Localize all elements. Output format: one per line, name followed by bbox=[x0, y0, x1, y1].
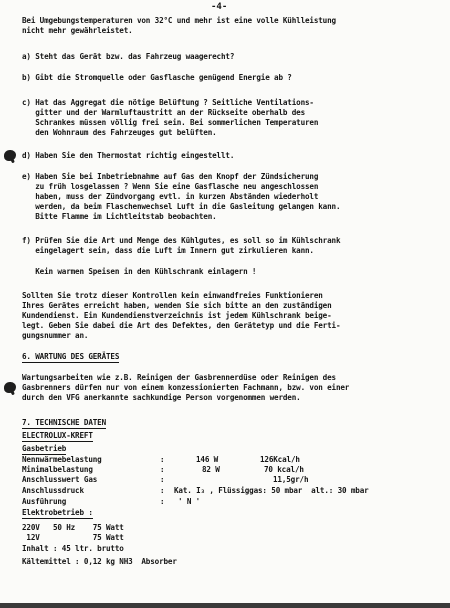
spec-colon: : bbox=[160, 475, 165, 484]
maintenance-line-1: Wartungsarbeiten wie z.B. Reinigen der Gasbrennerdüse oder Reinigen des bbox=[22, 373, 336, 382]
service-line-5: gungsnummer an. bbox=[22, 331, 89, 340]
service-line-4: legt. Geben Sie dabei die Art des Defektes, den Gerätetyp und die Ferti- bbox=[22, 321, 341, 330]
electric-row-12v: 12V 75 Watt bbox=[22, 533, 124, 542]
refrigerant: Kältemittel : 0,12 kg NH3 Absorber bbox=[22, 557, 177, 566]
ink-blot-mark bbox=[4, 150, 16, 161]
service-line-3: Kundendienst. Ein Kundendienstverzeichnis ist jedem Kühlschrank beige- bbox=[22, 311, 332, 320]
check-a: a) Steht das Gerät bzw. das Fahrzeug waagerecht? bbox=[22, 52, 235, 61]
check-c-line-2: gitter und der Warmluftaustritt an der Rückseite oberhalb des bbox=[22, 108, 305, 117]
maintenance-line-2: Gasbrenners dürfen nur von einem konzessionierten Fachmann, bzw. von einer bbox=[22, 383, 350, 392]
spec-value: ' N ' bbox=[178, 497, 201, 506]
check-d: d) Haben Sie den Thermostat richtig eingestellt. bbox=[22, 151, 235, 160]
check-f-line-2: eingelagert sein, dass die Luft im Innern gut zirkulieren kann. bbox=[22, 246, 314, 255]
check-e-line-3: haben, muss der Zündvorgang evtl. in kurzen Abständen wiederholt bbox=[22, 192, 319, 201]
spec-label: Anschlusswert Gas bbox=[22, 475, 98, 484]
spec-value: 82 W bbox=[202, 465, 220, 474]
section-6-heading: 6. WARTUNG DES GERÄTES bbox=[22, 352, 120, 361]
check-b: b) Gibt die Stromquelle oder Gasflasche genügend Energie ab ? bbox=[22, 73, 292, 82]
check-f-line-1: f) Prüfen Sie die Art und Menge des Kühlgutes, es soll so im Kühlschrank bbox=[22, 236, 341, 245]
spec-value: 146 W bbox=[196, 455, 219, 464]
section-7-heading: 7. TECHNISCHE DATEN bbox=[22, 418, 107, 427]
ink-blot-mark bbox=[4, 382, 16, 393]
spec-colon: : bbox=[160, 455, 165, 464]
spec-label: Nennwärmebelastung bbox=[22, 455, 102, 464]
spec-extra: 126Kcal/h bbox=[260, 455, 300, 464]
scan-bottom-edge bbox=[0, 603, 450, 608]
check-e-line-2: zu früh losgelassen ? Wenn Sie eine Gasflasche neu angeschlossen bbox=[22, 182, 319, 191]
service-line-2: Ihres Gerätes erreicht haben, wenden Sie sich bitte an den zuständigen bbox=[22, 301, 332, 310]
spec-label: Ausführung bbox=[22, 497, 67, 506]
spec-colon: : bbox=[160, 486, 165, 495]
spec-value: Kat. I₃ , Flüssiggas: 50 mbar alt.: 30 mbar bbox=[174, 486, 369, 495]
service-line-1: Sollten Sie trotz dieser Kontrollen kein einwandfreies Funktionieren bbox=[22, 291, 323, 300]
electric-operation-label: Elektrobetrieb : bbox=[22, 508, 93, 517]
check-c-line-3: Schrankes müssen völlig frei sein. Bei sommerlichen Temperaturen bbox=[22, 118, 319, 127]
spec-label: Anschlussdruck bbox=[22, 486, 84, 495]
spec-colon: : bbox=[160, 497, 165, 506]
spec-extra: 11,5gr/h bbox=[273, 475, 309, 484]
electric-row-220v: 220V 50 Hz 75 Watt bbox=[22, 523, 124, 532]
check-c-line-4: den Wohnraum des Fahrzeuges gut belüften. bbox=[22, 128, 217, 137]
intro-line-2: nicht mehr gewährleistet. bbox=[22, 26, 133, 35]
maintenance-line-3: durch den VFG anerkannte sachkundige Person vorgenommen werden. bbox=[22, 393, 301, 402]
spec-label: Minimalbelastung bbox=[22, 465, 93, 474]
page-number: -4- bbox=[211, 2, 228, 12]
intro-line-1: Bei Umgebungstemperaturen von 32°C und mehr ist eine volle Kühlleistung bbox=[22, 16, 336, 25]
check-e-line-4: werden, da beim Flaschenwechsel Luft in die Gasleitung gelangen kann. bbox=[22, 202, 341, 211]
gas-operation-label: Gasbetrieb bbox=[22, 444, 67, 453]
spec-colon: : bbox=[160, 465, 165, 474]
check-c-line-1: c) Hat das Aggregat die nötige Belüftung ? Seitliche Ventilations- bbox=[22, 98, 314, 107]
brand-name: ELECTROLUX-KREFT bbox=[22, 431, 93, 440]
contents-capacity: Inhalt : 45 ltr. brutto bbox=[22, 544, 124, 553]
warning-note: Kein warmen Speisen in den Kühlschrank einlagern ! bbox=[22, 267, 257, 276]
check-e-line-5: Bitte Flamme im Lichtleitstab beobachten. bbox=[22, 212, 217, 221]
spec-extra: 70 kcal/h bbox=[264, 465, 304, 474]
check-e-line-1: e) Haben Sie bei Inbetriebnahme auf Gas den Knopf der Zündsicherung bbox=[22, 172, 319, 181]
